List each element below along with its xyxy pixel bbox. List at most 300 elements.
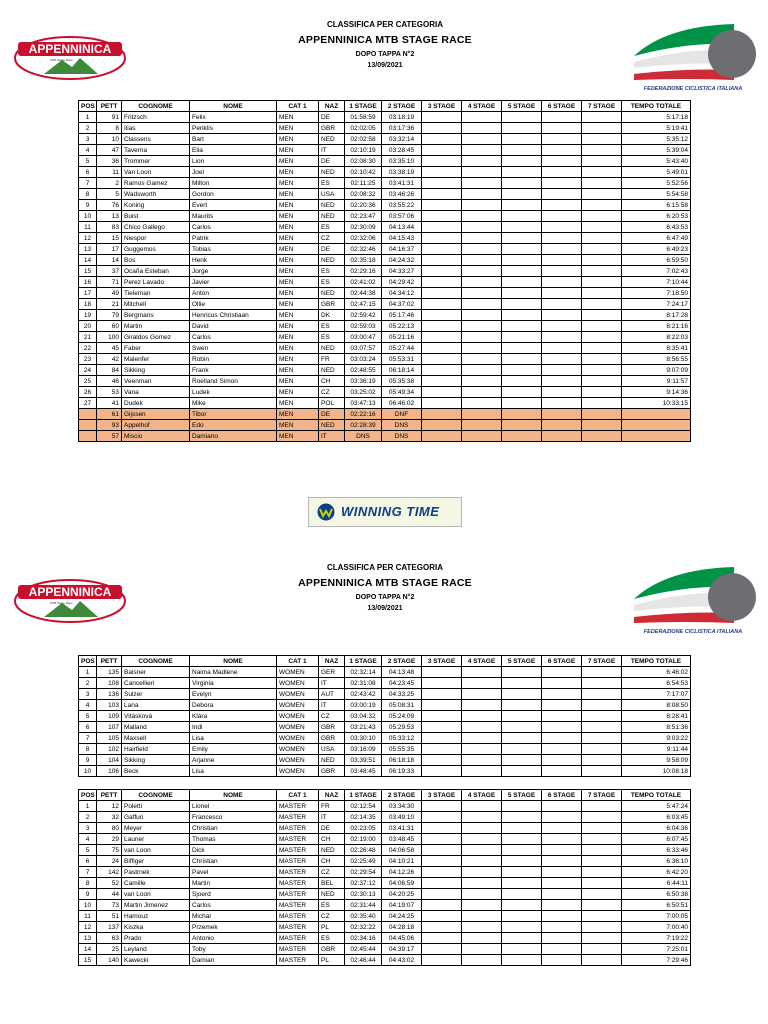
empty-stage-cell (422, 211, 462, 222)
table-row (79, 900, 691, 911)
surname-cell: Sulzer (122, 689, 190, 700)
table-row (79, 911, 691, 922)
surname-cell: Kawecki (122, 955, 190, 966)
pos-cell: 15 (79, 955, 97, 966)
empty-stage-cell (542, 667, 582, 678)
empty-stage-cell (502, 288, 542, 299)
empty-stage-cell (542, 889, 582, 900)
stage-label: DOPO TAPPA N°2 (355, 594, 415, 601)
table-row (79, 376, 691, 387)
nation-cell: GBR (319, 766, 345, 777)
page-header-top (0, 20, 768, 90)
table-row (79, 343, 691, 354)
svg-text:MTB Stage Race: MTB Stage Race (50, 58, 73, 62)
stage1-cell: 02:29:54 (345, 867, 382, 878)
stage1-cell: 03:48:45 (345, 766, 382, 777)
table-row (79, 134, 691, 145)
table-row (79, 123, 691, 134)
stage1-cell: 02:10:19 (345, 145, 382, 156)
empty-stage-cell (502, 955, 542, 966)
empty-stage-cell (582, 189, 622, 200)
empty-stage-cell (542, 744, 582, 755)
stage1-cell: 02:30:09 (345, 222, 382, 233)
column-header: NOME (190, 656, 277, 667)
total-time-cell: 10:33:15 (622, 398, 691, 409)
surname-cell: Maxsell (122, 733, 190, 744)
empty-stage-cell (582, 911, 622, 922)
total-time-cell: 6:15:58 (622, 200, 691, 211)
bib-cell: 44 (97, 889, 122, 900)
total-time-cell: 6:03:45 (622, 812, 691, 823)
firstname-cell: Pavel (190, 867, 277, 878)
empty-stage-cell (422, 376, 462, 387)
empty-stage-cell (542, 922, 582, 933)
category-cell: MASTER (277, 878, 319, 889)
table-row (79, 200, 691, 211)
category-cell: MEN (277, 431, 319, 442)
nation-cell: NED (319, 343, 345, 354)
column-header: 6 STAGE (542, 101, 582, 112)
empty-stage-cell (502, 365, 542, 376)
firstname-cell: Patrik (190, 233, 277, 244)
surname-cell: Classens (122, 134, 190, 145)
empty-stage-cell (422, 431, 462, 442)
stage1-cell: 02:23:05 (345, 823, 382, 834)
empty-stage-cell (502, 167, 542, 178)
bib-cell: 79 (97, 310, 122, 321)
empty-stage-cell (422, 189, 462, 200)
category-cell: MEN (277, 134, 319, 145)
bib-cell: 46 (97, 376, 122, 387)
stage2-cell: 05:29:53 (382, 722, 422, 733)
pos-cell: 25 (79, 376, 97, 387)
firstname-cell: Thomas (190, 834, 277, 845)
empty-stage-cell (502, 801, 542, 812)
category-cell: MEN (277, 277, 319, 288)
empty-stage-cell (502, 178, 542, 189)
pos-cell: 5 (79, 156, 97, 167)
sponsor-name: WINNING TIME (341, 504, 440, 519)
empty-stage-cell (422, 409, 462, 420)
pos-cell: 8 (79, 189, 97, 200)
empty-stage-cell (582, 321, 622, 332)
bib-cell: 106 (97, 766, 122, 777)
empty-stage-cell (422, 867, 462, 878)
total-time-cell: 5:19:41 (622, 123, 691, 134)
empty-stage-cell (422, 900, 462, 911)
firstname-cell: Ludek (190, 387, 277, 398)
bib-cell: 136 (97, 689, 122, 700)
empty-stage-cell (542, 233, 582, 244)
empty-stage-cell (502, 409, 542, 420)
empty-stage-cell (502, 845, 542, 856)
empty-stage-cell (462, 845, 502, 856)
pos-cell: 8 (79, 744, 97, 755)
table-row (79, 167, 691, 178)
empty-stage-cell (502, 900, 542, 911)
category-cell: MEN (277, 321, 319, 332)
empty-stage-cell (502, 889, 542, 900)
empty-stage-cell (462, 678, 502, 689)
appenninica-logo (14, 36, 126, 80)
empty-stage-cell (502, 711, 542, 722)
empty-stage-cell (582, 667, 622, 678)
bib-cell: 84 (97, 365, 122, 376)
category-cell: MEN (277, 211, 319, 222)
table-row (79, 156, 691, 167)
total-time-cell: 6:04:36 (622, 823, 691, 834)
empty-stage-cell (542, 277, 582, 288)
firstname-cell: Emily (190, 744, 277, 755)
nation-cell: BEL (319, 878, 345, 889)
empty-stage-cell (502, 933, 542, 944)
surname-cell: Malland (122, 722, 190, 733)
surname-cell: Vitásková (122, 711, 190, 722)
category-cell: WOMEN (277, 700, 319, 711)
total-time-cell: 9:14:36 (622, 387, 691, 398)
pos-cell: 11 (79, 911, 97, 922)
nation-cell: NED (319, 211, 345, 222)
firstname-cell: Carlos (190, 332, 277, 343)
nation-cell: POL (319, 398, 345, 409)
total-time-cell: 6:20:53 (622, 211, 691, 222)
empty-stage-cell (582, 889, 622, 900)
nation-cell: GBR (319, 123, 345, 134)
empty-stage-cell (502, 233, 542, 244)
stage1-cell: 03:39:51 (345, 755, 382, 766)
empty-stage-cell (422, 398, 462, 409)
stage2-cell: 04:33:27 (382, 266, 422, 277)
empty-stage-cell (542, 431, 582, 442)
total-time-cell: 8:17:28 (622, 310, 691, 321)
total-time-cell: 6:07:45 (622, 834, 691, 845)
empty-stage-cell (542, 689, 582, 700)
firstname-cell: Evelyn (190, 689, 277, 700)
pos-cell: 14 (79, 944, 97, 955)
surname-cell: Sikking (122, 755, 190, 766)
empty-stage-cell (582, 922, 622, 933)
empty-stage-cell (462, 189, 502, 200)
empty-stage-cell (422, 145, 462, 156)
bib-cell: 52 (97, 878, 122, 889)
stage1-cell: 03:04:32 (345, 711, 382, 722)
empty-stage-cell (582, 222, 622, 233)
empty-stage-cell (542, 420, 582, 431)
bib-cell: 14 (97, 255, 122, 266)
table-row (79, 733, 691, 744)
firstname-cell: Christian (190, 856, 277, 867)
empty-stage-cell (582, 678, 622, 689)
column-header: 7 STAGE (582, 656, 622, 667)
empty-stage-cell (462, 343, 502, 354)
category-cell: MEN (277, 398, 319, 409)
stage1-cell: 02:12:54 (345, 801, 382, 812)
bib-cell: 25 (97, 944, 122, 955)
bib-cell: 24 (97, 856, 122, 867)
table-row (79, 867, 691, 878)
empty-stage-cell (422, 911, 462, 922)
women-rows (79, 667, 691, 777)
empty-stage-cell (542, 900, 582, 911)
stage2-cell: 04:33:25 (382, 689, 422, 700)
empty-stage-cell (462, 700, 502, 711)
bib-cell: 137 (97, 922, 122, 933)
empty-stage-cell (582, 834, 622, 845)
empty-stage-cell (502, 856, 542, 867)
table-row (79, 678, 691, 689)
empty-stage-cell (582, 343, 622, 354)
empty-stage-cell (582, 299, 622, 310)
nation-cell: DE (319, 409, 345, 420)
category-cell: WOMEN (277, 678, 319, 689)
appenninica-logo (14, 579, 126, 623)
nation-cell: NED (319, 420, 345, 431)
fci-logo (626, 561, 760, 637)
empty-stage-cell (542, 944, 582, 955)
firstname-cell: Naima Madlene (190, 667, 277, 678)
empty-stage-cell (582, 244, 622, 255)
table-row (79, 178, 691, 189)
bib-cell: 61 (97, 409, 122, 420)
firstname-cell: Lisa (190, 733, 277, 744)
column-header: 3 STAGE (422, 656, 462, 667)
winning-time-icon (317, 503, 335, 521)
pos-cell: 24 (79, 365, 97, 376)
total-time-cell: 9:11:44 (622, 744, 691, 755)
empty-stage-cell (542, 711, 582, 722)
surname-cell: Koning (122, 200, 190, 211)
column-header: TEMPO TOTALE (622, 656, 691, 667)
firstname-cell: Martin (190, 878, 277, 889)
table-row (79, 222, 691, 233)
empty-stage-cell (462, 812, 502, 823)
column-header: PETT (97, 656, 122, 667)
column-header: 5 STAGE (502, 656, 542, 667)
column-header: CAT 1 (277, 790, 319, 801)
empty-stage-cell (582, 845, 622, 856)
stage1-cell: 02:41:02 (345, 277, 382, 288)
firstname-cell: Gordon (190, 189, 277, 200)
stage2-cell: 03:49:10 (382, 812, 422, 823)
nation-cell: CZ (319, 233, 345, 244)
column-header: 7 STAGE (582, 790, 622, 801)
surname-cell: Meyer (122, 823, 190, 834)
firstname-cell: Elia (190, 145, 277, 156)
empty-stage-cell (542, 112, 582, 123)
column-header: CAT 1 (277, 101, 319, 112)
table-row (79, 233, 691, 244)
empty-stage-cell (582, 878, 622, 889)
nation-cell: USA (319, 189, 345, 200)
race-date: 13/09/2021 (367, 605, 403, 612)
nation-cell: IT (319, 812, 345, 823)
bib-cell: 63 (97, 933, 122, 944)
pos-cell: 3 (79, 689, 97, 700)
empty-stage-cell (582, 387, 622, 398)
empty-stage-cell (462, 722, 502, 733)
total-time-cell: 5:39:04 (622, 145, 691, 156)
firstname-cell: Indi (190, 722, 277, 733)
empty-stage-cell (462, 123, 502, 134)
stage1-cell: 02:47:15 (345, 299, 382, 310)
pos-cell: 2 (79, 812, 97, 823)
stage1-cell: 02:31:44 (345, 900, 382, 911)
stage2-cell: 04:15:43 (382, 233, 422, 244)
pos-cell: 5 (79, 845, 97, 856)
empty-stage-cell (582, 134, 622, 145)
stage2-cell: 03:38:19 (382, 167, 422, 178)
empty-stage-cell (542, 398, 582, 409)
firstname-cell: Sjoerd (190, 889, 277, 900)
surname-cell: Buist (122, 211, 190, 222)
empty-stage-cell (462, 801, 502, 812)
empty-stage-cell (542, 733, 582, 744)
total-time-cell: 8:21:16 (622, 321, 691, 332)
empty-stage-cell (582, 277, 622, 288)
bib-cell: 49 (97, 288, 122, 299)
nation-cell: ES (319, 321, 345, 332)
bib-cell: 100 (97, 332, 122, 343)
bib-cell: 41 (97, 398, 122, 409)
empty-stage-cell (542, 244, 582, 255)
empty-stage-cell (422, 812, 462, 823)
empty-stage-cell (462, 867, 502, 878)
pos-cell (79, 431, 97, 442)
stage1-cell: 02:32:46 (345, 244, 382, 255)
category-cell: MASTER (277, 922, 319, 933)
category-cell: MEN (277, 387, 319, 398)
stage1-cell: 03:16:09 (345, 744, 382, 755)
bib-cell: 60 (97, 321, 122, 332)
empty-stage-cell (542, 200, 582, 211)
empty-stage-cell (462, 922, 502, 933)
nation-cell: NED (319, 255, 345, 266)
table-row (79, 277, 691, 288)
stage1-cell: 02:32:06 (345, 233, 382, 244)
total-time-cell (622, 409, 691, 420)
column-header: COGNOME (122, 101, 190, 112)
empty-stage-cell (422, 420, 462, 431)
pos-cell: 17 (79, 288, 97, 299)
empty-stage-cell (502, 944, 542, 955)
stage2-cell: 03:34:30 (382, 801, 422, 812)
empty-stage-cell (542, 376, 582, 387)
empty-stage-cell (582, 867, 622, 878)
empty-stage-cell (542, 678, 582, 689)
firstname-cell: Przemek (190, 922, 277, 933)
pos-cell: 4 (79, 145, 97, 156)
empty-stage-cell (462, 354, 502, 365)
column-header: 2 STAGE (382, 101, 422, 112)
category-cell: MASTER (277, 867, 319, 878)
nation-cell: CZ (319, 711, 345, 722)
stage2-cell: 03:57:06 (382, 211, 422, 222)
table-row (79, 365, 691, 376)
firstname-cell: Frank (190, 365, 277, 376)
stage1-cell: 02:59:03 (345, 321, 382, 332)
category-cell: MEN (277, 156, 319, 167)
stage2-cell: 04:28:18 (382, 922, 422, 933)
category-cell: MEN (277, 222, 319, 233)
men-rows (79, 112, 691, 442)
firstname-cell: Michal (190, 911, 277, 922)
pos-cell: 3 (79, 823, 97, 834)
stage2-cell: 05:08:31 (382, 700, 422, 711)
empty-stage-cell (582, 766, 622, 777)
stage1-cell: 02:19:00 (345, 834, 382, 845)
stage1-cell: 02:32:22 (345, 922, 382, 933)
surname-cell: Beck (122, 766, 190, 777)
stage1-cell: 03:21:43 (345, 722, 382, 733)
table-header-row (79, 790, 691, 801)
empty-stage-cell (502, 112, 542, 123)
table-row (79, 766, 691, 777)
empty-stage-cell (462, 134, 502, 145)
stage2-cell: 03:48:45 (382, 834, 422, 845)
empty-stage-cell (462, 233, 502, 244)
stage1-cell: 02:22:16 (345, 409, 382, 420)
empty-stage-cell (462, 711, 502, 722)
empty-stage-cell (422, 365, 462, 376)
stage2-cell: 05:17:46 (382, 310, 422, 321)
total-time-cell: 8:56:55 (622, 354, 691, 365)
empty-stage-cell (422, 744, 462, 755)
empty-stage-cell (542, 354, 582, 365)
empty-stage-cell (422, 944, 462, 955)
stage1-cell: 02:48:55 (345, 365, 382, 376)
empty-stage-cell (502, 398, 542, 409)
empty-stage-cell (582, 398, 622, 409)
stage1-cell: 02:08:30 (345, 156, 382, 167)
column-header: 5 STAGE (502, 101, 542, 112)
nation-cell: NED (319, 755, 345, 766)
bib-cell: 11 (97, 167, 122, 178)
empty-stage-cell (542, 911, 582, 922)
total-time-cell: 7:18:50 (622, 288, 691, 299)
table-row (79, 711, 691, 722)
stage1-cell: 02:26:48 (345, 845, 382, 856)
firstname-cell: Tibor (190, 409, 277, 420)
category-cell: MEN (277, 354, 319, 365)
firstname-cell: Lionel (190, 801, 277, 812)
table-row (79, 321, 691, 332)
pos-cell: 13 (79, 244, 97, 255)
stage2-cell: 04:43:02 (382, 955, 422, 966)
bib-cell: 17 (97, 244, 122, 255)
pos-cell: 1 (79, 667, 97, 678)
surname-cell: Lana (122, 700, 190, 711)
empty-stage-cell (422, 343, 462, 354)
category-cell: MEN (277, 233, 319, 244)
empty-stage-cell (502, 387, 542, 398)
bib-cell: 108 (97, 678, 122, 689)
bib-cell: 91 (97, 112, 122, 123)
stage1-cell: 02:20:36 (345, 200, 382, 211)
column-header: 6 STAGE (542, 656, 582, 667)
table-row (79, 398, 691, 409)
stage2-cell: 06:46:02 (382, 398, 422, 409)
total-time-cell: 6:59:50 (622, 255, 691, 266)
empty-stage-cell (422, 856, 462, 867)
empty-stage-cell (462, 321, 502, 332)
table-row (79, 834, 691, 845)
nation-cell: CZ (319, 911, 345, 922)
nation-cell: FR (319, 354, 345, 365)
pos-cell: 10 (79, 766, 97, 777)
empty-stage-cell (422, 678, 462, 689)
pos-cell: 2 (79, 123, 97, 134)
column-header: PETT (97, 101, 122, 112)
